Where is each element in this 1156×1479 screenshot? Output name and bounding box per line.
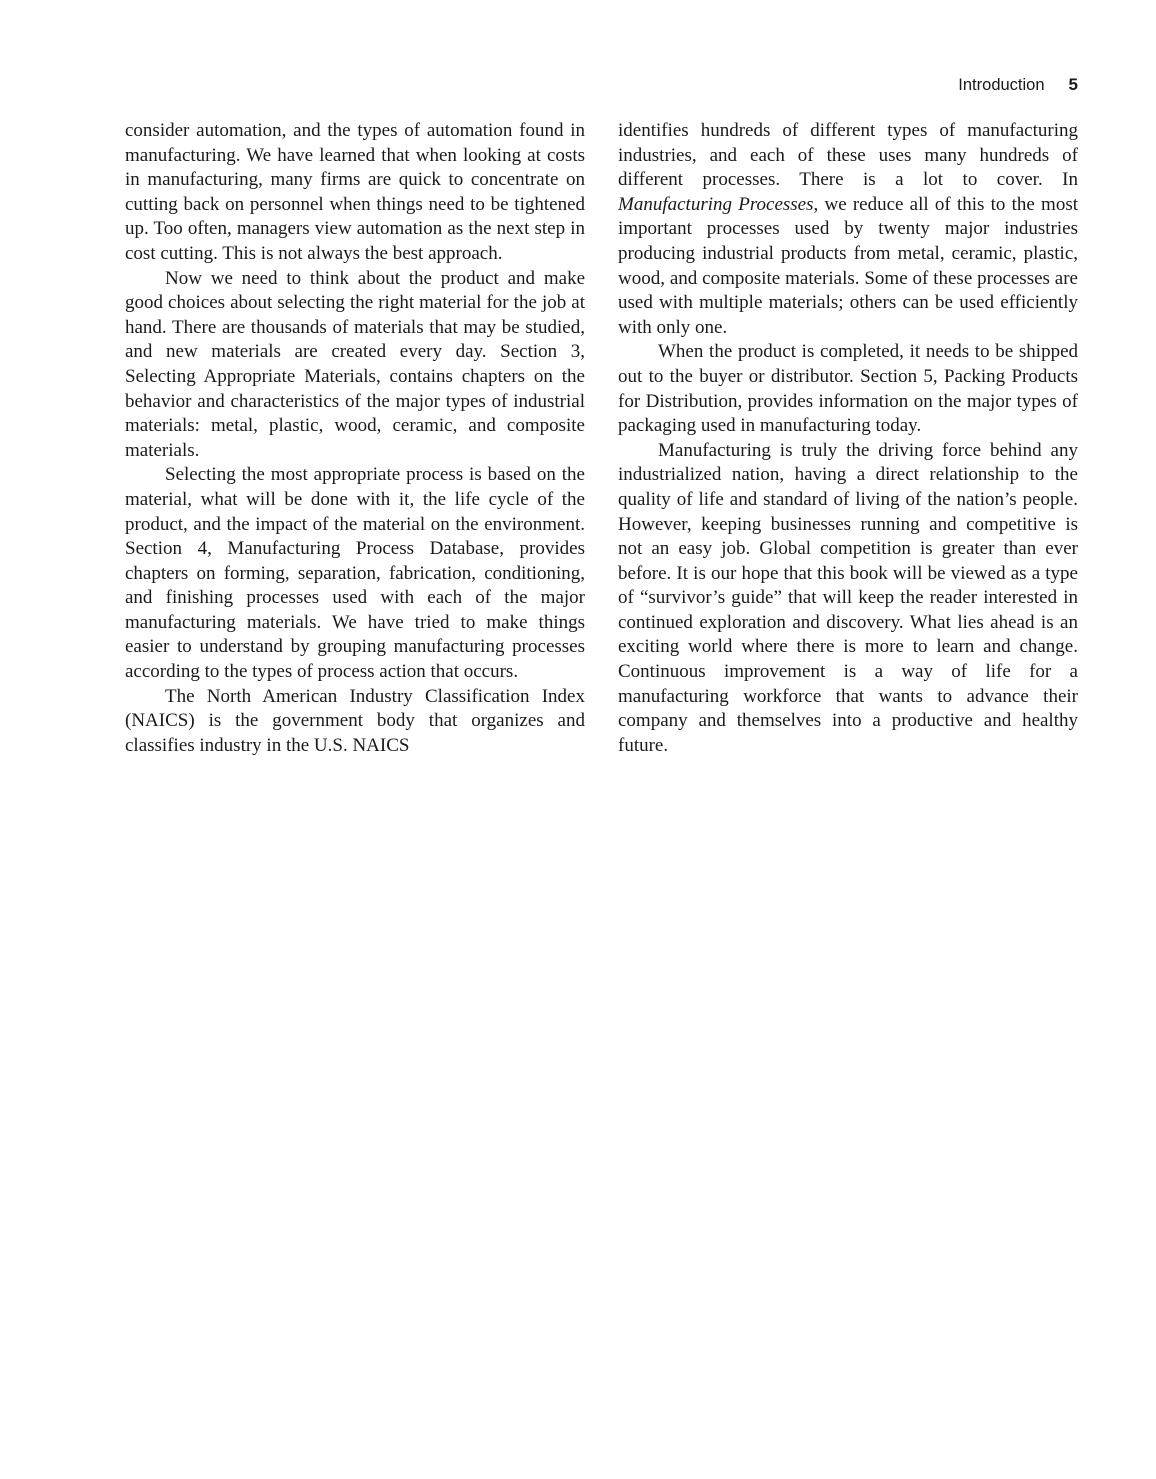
body-text — [125, 119, 1078, 758]
section-name: Introduction — [958, 76, 1045, 94]
paragraph: Now we need to think about the product and make good choices about selecting the right material for the job at hand. There are thousands of materials that may be studied, and new materials are created every day. Section 3, Selecting Appropriate Materials, contains chapters on the behavior and characteristics of the major types of industrial materials: metal, plastic, wood, ceramic, and composite materials. — [125, 267, 585, 461]
running-head — [958, 74, 1078, 96]
paragraph-text: identifies hundreds of different types of manufacturing industries, and each of these uses many hundreds of different processes. There is a lot to cover. In — [618, 120, 1078, 191]
paragraph: Manufacturing is truly the driving force behind any industrialized nation, having a direct relationship to the quality of life and standard of living of the nation’s people. However, keeping businesses running and competitive is not an easy job. Global competition is greater than ever before. It is our hope that this book will be viewed as a type of “survivor’s guide” that will keep the reader interested in continued exploration and discovery. What lies ahead is an exciting world where there is more to learn and change. Continuous improvement is a way of life for a manufacturing workforce that wants to advance their company and themselves into a productive and healthy future. — [618, 439, 1078, 756]
paragraph: When the product is completed, it needs to be shipped out to the buyer or distributor. Section 5, Packing Products for Distribution, provides information on the major types of packaging used in manufacturing today. — [618, 341, 1078, 437]
book-title: Manufacturing Processes — [618, 193, 814, 215]
paragraph-text: , we reduce all of this to the most important processes used by twenty major industries producing industrial products from metal, ceramic, plastic, wood, and composite materials. Some of these processes are used with multiple materials; others can be used efficiently with only one. — [618, 193, 1078, 338]
paragraph: The North American Industry Classification Index (NAICS) is the government body that organizes and classifies industry in the U.S. NAICS — [125, 685, 585, 756]
paragraph: Selecting the most appropriate process is based on the material, what will be done with it, the life cycle of the product, and the impact of the material on the environment. Section 4, Manufacturing Process Database, provides chapters on forming, separation, fabrication, conditioning, and finishing processes used with each of the major manufacturing materials. We have tried to make things easier to understand by grouping manufacturing processes according to the types of process action that occurs. — [125, 464, 585, 683]
page-number: 5 — [1068, 75, 1078, 94]
paragraph: consider automation, and the types of automation found in manufacturing. We have learned that when looking at costs in manufacturing, many firms are quick to concentrate on cutting back on personnel when things need to be tightened up. Too often, managers view automation as the next step in cost cutting. This is not always the best approach. — [125, 120, 585, 264]
paragraph — [618, 119, 1078, 340]
left-column — [125, 119, 585, 758]
right-column — [618, 119, 1078, 758]
